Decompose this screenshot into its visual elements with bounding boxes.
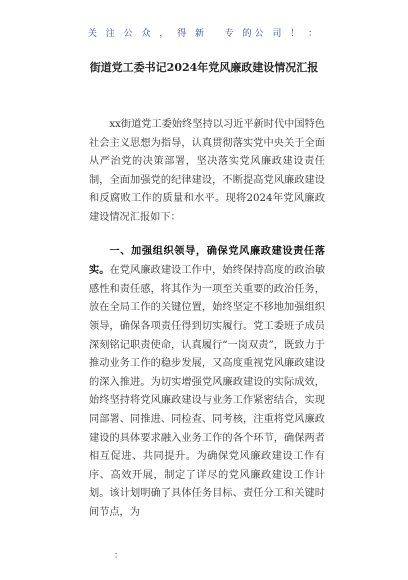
section-1-heading: 一、加强组织领导，确保党风廉政建设责任落实。 <box>89 244 325 277</box>
section-1-paragraph <box>89 242 325 523</box>
document-body <box>89 116 325 522</box>
footer-mark: ： <box>114 551 124 561</box>
section-1-text: 在党风廉政建设工作中，始终保持高度的政治敏感性和责任感，将其作为一项至关重要的政治任务，放在全局工作的关键位置，始终坚定不移地加强组织领导，确保各项责任得到切实履行。党工委班子成员深刻铭记职责使命，认真履行“一岗双责”，既致力于推动业务工作的稳步发展，又高度重视党风廉政建设的深入推进。为切实增强党风廉政建设的实际成效，始终坚持将党风廉政建设与业务工作紧密结合，实现同部署、同推进、同检查、同考核，注重将党风廉政建设的具体要求融入业务工作的各个环节，确保两者相互促进、共同提升。为确保党风廉政建设工作有序、高效开展，制定了详尽的党风廉政建设工作计划。该计划明确了具体任务目标、责任分工和关键时间节点，为 <box>89 265 326 518</box>
header-promo-link[interactable]: 关 注 公 众 ， 得 新 专 的公 司 ！ ： <box>87 29 321 39</box>
intro-paragraph: xx街道党工委始终坚持以习近平新时代中国特色社会主义思想为指导，认真贯彻落实党中央关于全面从严治党的决策部署，坚决落实党风廉政建设责任制，全面加强党的纪律建设，不断提高党风廉政建设和反腐败工作的质量和水平。现将2024年党风廉政建设情况汇报如下： <box>89 119 325 223</box>
document-title: 街道党工委书记2024年党风廉政建设情况汇报 <box>89 61 319 74</box>
